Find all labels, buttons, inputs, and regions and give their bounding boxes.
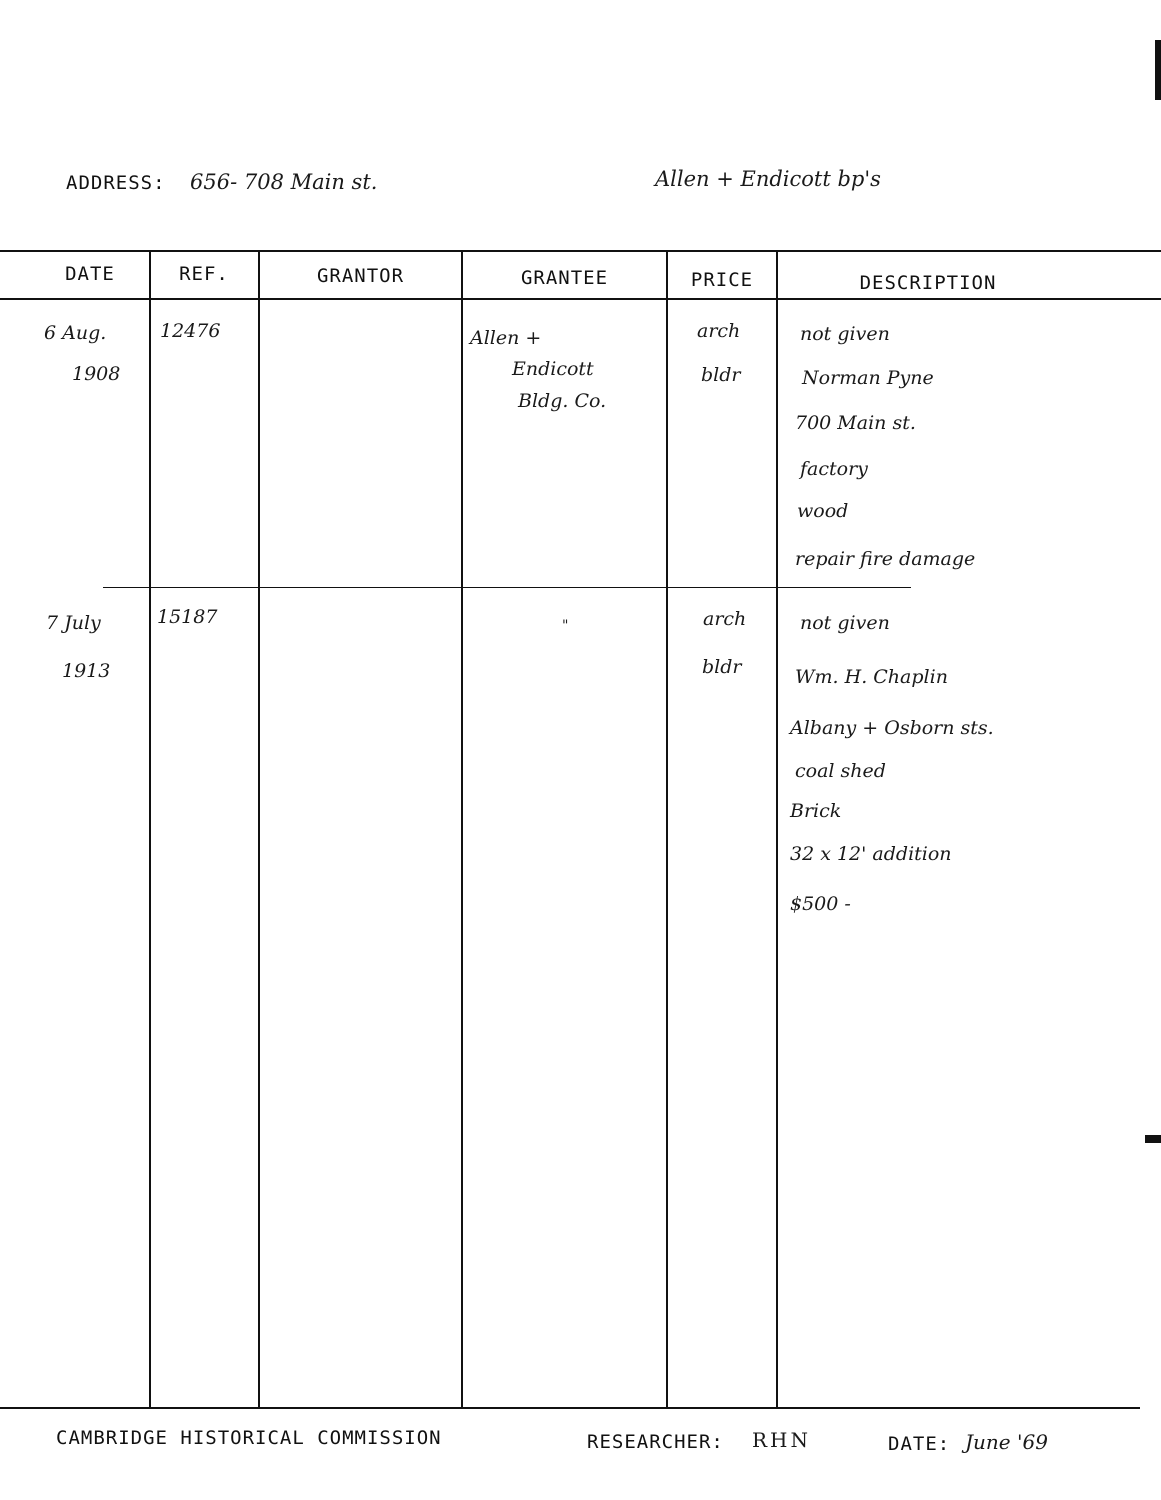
entry-1-grantee-line-3: Bldg. Co. — [518, 390, 607, 412]
entry-1-date-day-month: 6 Aug. — [44, 322, 107, 344]
column-divider-ref-grantor — [258, 252, 260, 1407]
entry-1-price-line-1: arch — [697, 320, 741, 342]
entry-1-ref: 12476 — [160, 320, 221, 342]
column-header-ref: REF. — [179, 263, 229, 285]
column-divider-grantee-price — [666, 252, 668, 1407]
column-header-date: DATE — [65, 263, 115, 285]
entry-2-grantee-ditto: " — [562, 618, 569, 634]
entry-separator-rule — [103, 587, 911, 588]
address-value: 656- 708 Main st. — [190, 170, 378, 194]
entry-1-price-line-2: bldr — [701, 364, 741, 386]
column-header-grantee: GRANTEE — [520, 267, 609, 289]
subject-note: Allen + Endicott bp's — [655, 167, 881, 191]
entry-2-price-line-2: bldr — [702, 656, 742, 678]
entry-2-description-line: coal shed — [795, 760, 886, 782]
footer-date-label: DATE: — [888, 1433, 951, 1455]
footer-researcher-label: RESEARCHER: — [587, 1431, 724, 1453]
entry-2-date-day-month: 7 July — [46, 612, 101, 634]
footer-rule — [0, 1407, 1140, 1409]
table-top-rule — [0, 250, 1161, 252]
entry-2-price-line-1: arch — [703, 608, 747, 630]
entry-2-description-line: 32 x 12' addition — [790, 843, 952, 865]
column-header-price: PRICE — [690, 269, 754, 291]
header-bottom-rule — [0, 298, 1161, 300]
entry-1-grantee-line-1: Allen + — [470, 327, 542, 349]
entry-2-description-line: $500 - — [790, 893, 851, 915]
entry-2-description-line: not given — [800, 612, 890, 634]
footer-date-value: June '69 — [965, 1430, 1048, 1454]
column-header-grantor: GRANTOR — [316, 265, 405, 287]
entry-1-grantee-line-2: Endicott — [512, 358, 594, 380]
entry-1-description-line: not given — [800, 323, 890, 345]
entry-1-description-line: 700 Main st. — [795, 412, 916, 434]
entry-1-description-line: Norman Pyne — [802, 367, 934, 389]
entry-1-description-line: wood — [797, 500, 849, 522]
entry-1-description-line: repair fire damage — [795, 548, 976, 570]
entry-1-date-year: 1908 — [72, 363, 121, 385]
column-divider-price-description — [776, 252, 778, 1407]
edge-mark — [1155, 40, 1161, 100]
edge-mark — [1145, 1135, 1161, 1143]
entry-2-description-line: Brick — [790, 800, 842, 822]
entry-2-ref: 15187 — [157, 606, 218, 628]
column-header-description: DESCRIPTION — [859, 272, 997, 294]
footer-researcher-value: RHN — [752, 1428, 811, 1452]
footer-commission-name: CAMBRIDGE HISTORICAL COMMISSION — [56, 1427, 442, 1449]
entry-2-date-year: 1913 — [62, 660, 111, 682]
entry-1-description-line: factory — [800, 458, 868, 480]
entry-2-description-line: Albany + Osborn sts. — [790, 717, 994, 739]
entry-2-description-line: Wm. H. Chaplin — [795, 666, 948, 688]
column-divider-date-ref — [149, 252, 151, 1407]
column-divider-grantor-grantee — [461, 252, 463, 1407]
address-label: ADDRESS: — [66, 172, 166, 194]
